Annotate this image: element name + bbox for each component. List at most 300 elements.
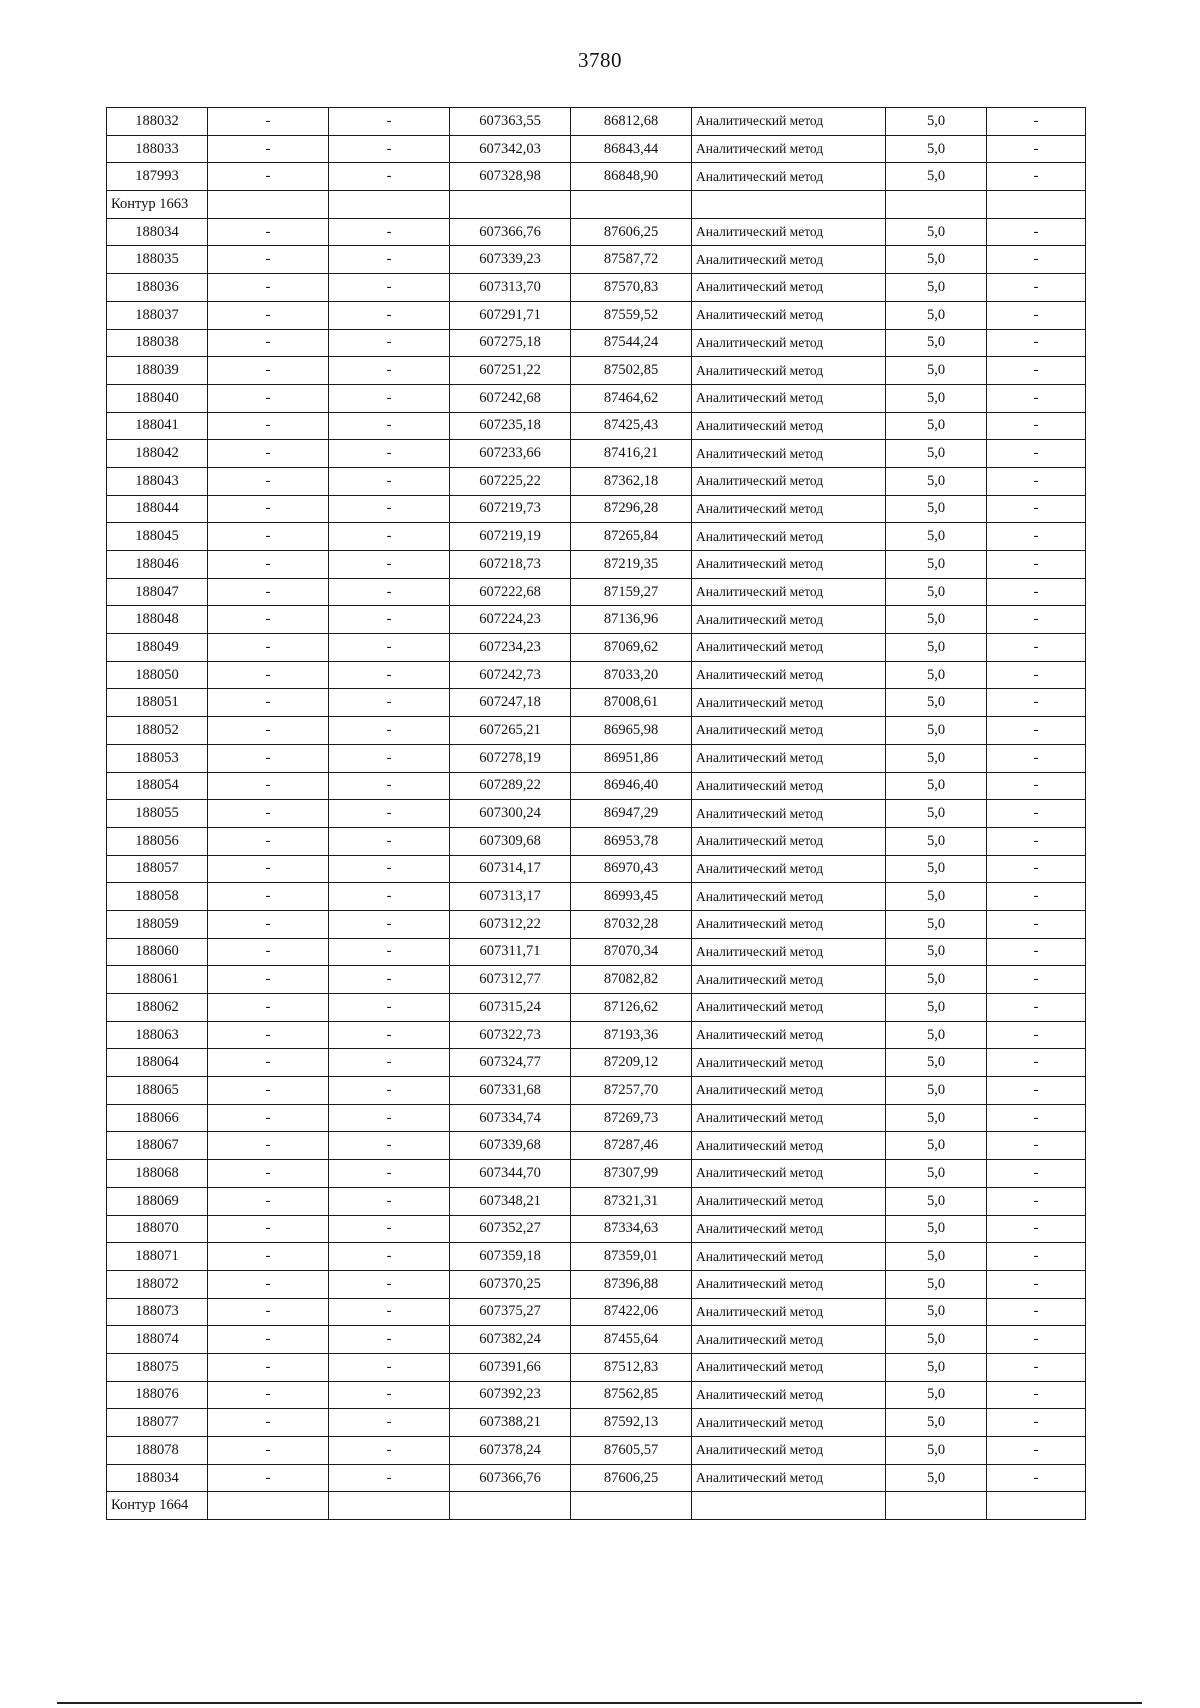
- precision-cell: 5,0: [886, 661, 987, 689]
- x-coordinate-cell: 607265,21: [450, 717, 571, 745]
- dash-cell: -: [329, 772, 450, 800]
- table-row: [107, 661, 1086, 689]
- x-coordinate-cell: 607375,27: [450, 1298, 571, 1326]
- dash-cell: -: [987, 551, 1086, 579]
- empty-cell: [886, 191, 987, 219]
- dash-cell: -: [208, 1298, 329, 1326]
- point-id-cell: 188056: [107, 827, 208, 855]
- precision-cell: 5,0: [886, 1437, 987, 1465]
- y-coordinate-cell: 87126,62: [571, 994, 692, 1022]
- dash-cell: -: [208, 1132, 329, 1160]
- dash-cell: -: [208, 412, 329, 440]
- y-coordinate-cell: 86953,78: [571, 827, 692, 855]
- dash-cell: -: [987, 1381, 1086, 1409]
- dash-cell: -: [329, 800, 450, 828]
- method-cell: Аналитический метод: [692, 827, 886, 855]
- method-cell: Аналитический метод: [692, 1353, 886, 1381]
- y-coordinate-cell: 87307,99: [571, 1160, 692, 1188]
- dash-cell: -: [987, 1021, 1086, 1049]
- x-coordinate-cell: 607300,24: [450, 800, 571, 828]
- dash-cell: -: [987, 1187, 1086, 1215]
- dash-cell: -: [987, 218, 1086, 246]
- dash-cell: -: [208, 661, 329, 689]
- table-row: [107, 135, 1086, 163]
- x-coordinate-cell: 607251,22: [450, 357, 571, 385]
- x-coordinate-cell: 607328,98: [450, 163, 571, 191]
- point-id-cell: 188073: [107, 1298, 208, 1326]
- precision-cell: 5,0: [886, 689, 987, 717]
- table-row: [107, 800, 1086, 828]
- dash-cell: -: [987, 1160, 1086, 1188]
- y-coordinate-cell: 87606,25: [571, 218, 692, 246]
- method-cell: Аналитический метод: [692, 440, 886, 468]
- dash-cell: -: [329, 1298, 450, 1326]
- precision-cell: 5,0: [886, 717, 987, 745]
- x-coordinate-cell: 607235,18: [450, 412, 571, 440]
- y-coordinate-cell: 87008,61: [571, 689, 692, 717]
- method-cell: Аналитический метод: [692, 717, 886, 745]
- method-cell: Аналитический метод: [692, 551, 886, 579]
- dash-cell: -: [329, 329, 450, 357]
- method-cell: Аналитический метод: [692, 523, 886, 551]
- dash-cell: -: [208, 1049, 329, 1077]
- x-coordinate-cell: 607378,24: [450, 1437, 571, 1465]
- point-id-cell: 188058: [107, 883, 208, 911]
- x-coordinate-cell: 607366,76: [450, 218, 571, 246]
- table-row: [107, 301, 1086, 329]
- x-coordinate-cell: 607363,55: [450, 108, 571, 136]
- point-id-cell: 188063: [107, 1021, 208, 1049]
- precision-cell: 5,0: [886, 883, 987, 911]
- y-coordinate-cell: 86993,45: [571, 883, 692, 911]
- dash-cell: -: [208, 910, 329, 938]
- table-row: [107, 1353, 1086, 1381]
- table-row: [107, 412, 1086, 440]
- dash-cell: -: [987, 1077, 1086, 1105]
- dash-cell: -: [208, 1381, 329, 1409]
- point-id-cell: 188075: [107, 1353, 208, 1381]
- x-coordinate-cell: 607382,24: [450, 1326, 571, 1354]
- x-coordinate-cell: 607289,22: [450, 772, 571, 800]
- dash-cell: -: [208, 1326, 329, 1354]
- table-row: [107, 1326, 1086, 1354]
- dash-cell: -: [208, 495, 329, 523]
- precision-cell: 5,0: [886, 1353, 987, 1381]
- dash-cell: -: [208, 1353, 329, 1381]
- precision-cell: 5,0: [886, 1021, 987, 1049]
- y-coordinate-cell: 87193,36: [571, 1021, 692, 1049]
- table-row: [107, 910, 1086, 938]
- dash-cell: -: [329, 246, 450, 274]
- dash-cell: -: [987, 938, 1086, 966]
- precision-cell: 5,0: [886, 744, 987, 772]
- point-id-cell: 188060: [107, 938, 208, 966]
- precision-cell: 5,0: [886, 994, 987, 1022]
- y-coordinate-cell: 87559,52: [571, 301, 692, 329]
- precision-cell: 5,0: [886, 301, 987, 329]
- dash-cell: -: [987, 578, 1086, 606]
- dash-cell: -: [987, 1243, 1086, 1271]
- x-coordinate-cell: 607322,73: [450, 1021, 571, 1049]
- table-row: [107, 1160, 1086, 1188]
- dash-cell: -: [208, 218, 329, 246]
- point-id-cell: 188035: [107, 246, 208, 274]
- precision-cell: 5,0: [886, 163, 987, 191]
- method-cell: Аналитический метод: [692, 495, 886, 523]
- contour-label: Контур 1664: [107, 1492, 208, 1520]
- point-id-cell: 188059: [107, 910, 208, 938]
- y-coordinate-cell: 87587,72: [571, 246, 692, 274]
- dash-cell: -: [208, 1243, 329, 1271]
- dash-cell: -: [208, 689, 329, 717]
- contour-label: Контур 1663: [107, 191, 208, 219]
- y-coordinate-cell: 86843,44: [571, 135, 692, 163]
- method-cell: Аналитический метод: [692, 357, 886, 385]
- point-id-cell: 188076: [107, 1381, 208, 1409]
- y-coordinate-cell: 87265,84: [571, 523, 692, 551]
- empty-cell: [571, 1492, 692, 1520]
- dash-cell: -: [208, 1160, 329, 1188]
- table-row: [107, 357, 1086, 385]
- x-coordinate-cell: 607311,71: [450, 938, 571, 966]
- y-coordinate-cell: 87544,24: [571, 329, 692, 357]
- x-coordinate-cell: 607315,24: [450, 994, 571, 1022]
- point-id-cell: 188042: [107, 440, 208, 468]
- x-coordinate-cell: 607233,66: [450, 440, 571, 468]
- contour-row: [107, 1492, 1086, 1520]
- precision-cell: 5,0: [886, 1243, 987, 1271]
- x-coordinate-cell: 607391,66: [450, 1353, 571, 1381]
- x-coordinate-cell: 607313,17: [450, 883, 571, 911]
- dash-cell: -: [987, 827, 1086, 855]
- precision-cell: 5,0: [886, 274, 987, 302]
- page-number: 3780: [578, 48, 622, 72]
- point-id-cell: 188048: [107, 606, 208, 634]
- table-row: [107, 329, 1086, 357]
- precision-cell: 5,0: [886, 329, 987, 357]
- dash-cell: -: [329, 634, 450, 662]
- x-coordinate-cell: 607225,22: [450, 467, 571, 495]
- table-row: [107, 689, 1086, 717]
- precision-cell: 5,0: [886, 966, 987, 994]
- dash-cell: -: [987, 467, 1086, 495]
- table-row: [107, 578, 1086, 606]
- dash-cell: -: [987, 744, 1086, 772]
- y-coordinate-cell: 86970,43: [571, 855, 692, 883]
- dash-cell: -: [987, 412, 1086, 440]
- method-cell: Аналитический метод: [692, 1132, 886, 1160]
- dash-cell: -: [329, 1049, 450, 1077]
- method-cell: Аналитический метод: [692, 246, 886, 274]
- y-coordinate-cell: 87334,63: [571, 1215, 692, 1243]
- method-cell: Аналитический метод: [692, 994, 886, 1022]
- y-coordinate-cell: 86812,68: [571, 108, 692, 136]
- point-id-cell: 188033: [107, 135, 208, 163]
- method-cell: Аналитический метод: [692, 412, 886, 440]
- dash-cell: -: [208, 1437, 329, 1465]
- table-row: [107, 1409, 1086, 1437]
- point-id-cell: 188066: [107, 1104, 208, 1132]
- dash-cell: -: [208, 246, 329, 274]
- x-coordinate-cell: 607342,03: [450, 135, 571, 163]
- y-coordinate-cell: 87032,28: [571, 910, 692, 938]
- point-id-cell: 188065: [107, 1077, 208, 1105]
- method-cell: Аналитический метод: [692, 1326, 886, 1354]
- dash-cell: -: [208, 744, 329, 772]
- dash-cell: -: [329, 274, 450, 302]
- precision-cell: 5,0: [886, 357, 987, 385]
- point-id-cell: 188047: [107, 578, 208, 606]
- point-id-cell: 188040: [107, 384, 208, 412]
- x-coordinate-cell: 607339,68: [450, 1132, 571, 1160]
- precision-cell: 5,0: [886, 1187, 987, 1215]
- dash-cell: -: [208, 1021, 329, 1049]
- y-coordinate-cell: 87362,18: [571, 467, 692, 495]
- dash-cell: -: [329, 551, 450, 579]
- method-cell: Аналитический метод: [692, 1243, 886, 1271]
- table-row: [107, 1104, 1086, 1132]
- dash-cell: -: [208, 551, 329, 579]
- table-row: [107, 1381, 1086, 1409]
- dash-cell: -: [329, 1132, 450, 1160]
- dash-cell: -: [987, 855, 1086, 883]
- dash-cell: -: [987, 1353, 1086, 1381]
- point-id-cell: 188050: [107, 661, 208, 689]
- dash-cell: -: [987, 246, 1086, 274]
- method-cell: Аналитический метод: [692, 578, 886, 606]
- method-cell: Аналитический метод: [692, 1464, 886, 1492]
- y-coordinate-cell: 87159,27: [571, 578, 692, 606]
- y-coordinate-cell: 87287,46: [571, 1132, 692, 1160]
- table-row: [107, 1049, 1086, 1077]
- dash-cell: -: [329, 357, 450, 385]
- dash-cell: -: [329, 440, 450, 468]
- method-cell: Аналитический метод: [692, 1049, 886, 1077]
- y-coordinate-cell: 87070,34: [571, 938, 692, 966]
- table-row: [107, 440, 1086, 468]
- table-row: [107, 994, 1086, 1022]
- dash-cell: -: [329, 717, 450, 745]
- precision-cell: 5,0: [886, 467, 987, 495]
- x-coordinate-cell: 607334,74: [450, 1104, 571, 1132]
- dash-cell: -: [987, 1409, 1086, 1437]
- point-id-cell: 188043: [107, 467, 208, 495]
- point-id-cell: 188067: [107, 1132, 208, 1160]
- x-coordinate-cell: 607344,70: [450, 1160, 571, 1188]
- dash-cell: -: [329, 108, 450, 136]
- dash-cell: -: [987, 523, 1086, 551]
- dash-cell: -: [329, 744, 450, 772]
- table-row: [107, 246, 1086, 274]
- dash-cell: -: [329, 163, 450, 191]
- method-cell: Аналитический метод: [692, 744, 886, 772]
- dash-cell: -: [208, 1270, 329, 1298]
- dash-cell: -: [987, 301, 1086, 329]
- precision-cell: 5,0: [886, 1270, 987, 1298]
- dash-cell: -: [329, 1243, 450, 1271]
- dash-cell: -: [987, 1270, 1086, 1298]
- dash-cell: -: [329, 1353, 450, 1381]
- x-coordinate-cell: 607313,70: [450, 274, 571, 302]
- empty-cell: [329, 1492, 450, 1520]
- precision-cell: 5,0: [886, 1326, 987, 1354]
- dash-cell: -: [208, 855, 329, 883]
- dash-cell: -: [987, 994, 1086, 1022]
- dash-cell: -: [987, 1104, 1086, 1132]
- y-coordinate-cell: 87069,62: [571, 634, 692, 662]
- y-coordinate-cell: 87502,85: [571, 357, 692, 385]
- method-cell: Аналитический метод: [692, 772, 886, 800]
- dash-cell: -: [987, 163, 1086, 191]
- method-cell: Аналитический метод: [692, 274, 886, 302]
- y-coordinate-cell: 87605,57: [571, 1437, 692, 1465]
- precision-cell: 5,0: [886, 800, 987, 828]
- dash-cell: -: [329, 1077, 450, 1105]
- table-row: [107, 827, 1086, 855]
- method-cell: Аналитический метод: [692, 301, 886, 329]
- dash-cell: -: [329, 689, 450, 717]
- precision-cell: 5,0: [886, 246, 987, 274]
- dash-cell: -: [329, 938, 450, 966]
- table-row: [107, 744, 1086, 772]
- dash-cell: -: [329, 1464, 450, 1492]
- table-row: [107, 938, 1086, 966]
- dash-cell: -: [987, 689, 1086, 717]
- precision-cell: 5,0: [886, 1104, 987, 1132]
- point-id-cell: 188069: [107, 1187, 208, 1215]
- dash-cell: -: [987, 384, 1086, 412]
- table-row: [107, 467, 1086, 495]
- precision-cell: 5,0: [886, 440, 987, 468]
- method-cell: Аналитический метод: [692, 218, 886, 246]
- dash-cell: -: [208, 163, 329, 191]
- dash-cell: -: [987, 135, 1086, 163]
- precision-cell: 5,0: [886, 551, 987, 579]
- precision-cell: 5,0: [886, 135, 987, 163]
- bottom-rule: [57, 1702, 1142, 1704]
- method-cell: Аналитический метод: [692, 634, 886, 662]
- dash-cell: -: [208, 1187, 329, 1215]
- method-cell: Аналитический метод: [692, 1021, 886, 1049]
- empty-cell: [886, 1492, 987, 1520]
- x-coordinate-cell: 607312,22: [450, 910, 571, 938]
- y-coordinate-cell: 86965,98: [571, 717, 692, 745]
- y-coordinate-cell: 87082,82: [571, 966, 692, 994]
- y-coordinate-cell: 87416,21: [571, 440, 692, 468]
- dash-cell: -: [208, 1464, 329, 1492]
- dash-cell: -: [987, 440, 1086, 468]
- dash-cell: -: [329, 1326, 450, 1354]
- table-row: [107, 274, 1086, 302]
- dash-cell: -: [987, 1215, 1086, 1243]
- empty-cell: [692, 1492, 886, 1520]
- y-coordinate-cell: 87219,35: [571, 551, 692, 579]
- dash-cell: -: [987, 661, 1086, 689]
- empty-cell: [208, 191, 329, 219]
- y-coordinate-cell: 87321,31: [571, 1187, 692, 1215]
- method-cell: Аналитический метод: [692, 883, 886, 911]
- dash-cell: -: [208, 1215, 329, 1243]
- point-id-cell: 188049: [107, 634, 208, 662]
- point-id-cell: 188054: [107, 772, 208, 800]
- precision-cell: 5,0: [886, 108, 987, 136]
- precision-cell: 5,0: [886, 1077, 987, 1105]
- y-coordinate-cell: 87512,83: [571, 1353, 692, 1381]
- dash-cell: -: [987, 966, 1086, 994]
- y-coordinate-cell: 87464,62: [571, 384, 692, 412]
- dash-cell: -: [208, 384, 329, 412]
- x-coordinate-cell: 607242,68: [450, 384, 571, 412]
- method-cell: Аналитический метод: [692, 661, 886, 689]
- dash-cell: -: [987, 108, 1086, 136]
- point-id-cell: 188034: [107, 218, 208, 246]
- dash-cell: -: [208, 108, 329, 136]
- precision-cell: 5,0: [886, 1049, 987, 1077]
- method-cell: Аналитический метод: [692, 1187, 886, 1215]
- table-row: [107, 1437, 1086, 1465]
- x-coordinate-cell: 607359,18: [450, 1243, 571, 1271]
- point-id-cell: 188072: [107, 1270, 208, 1298]
- point-id-cell: 188061: [107, 966, 208, 994]
- point-id-cell: 188057: [107, 855, 208, 883]
- table-row: [107, 523, 1086, 551]
- table-body: [107, 108, 1086, 1520]
- dash-cell: -: [208, 606, 329, 634]
- dash-cell: -: [329, 301, 450, 329]
- dash-cell: -: [329, 1104, 450, 1132]
- y-coordinate-cell: 87269,73: [571, 1104, 692, 1132]
- x-coordinate-cell: 607352,27: [450, 1215, 571, 1243]
- precision-cell: 5,0: [886, 578, 987, 606]
- y-coordinate-cell: 86848,90: [571, 163, 692, 191]
- precision-cell: 5,0: [886, 606, 987, 634]
- x-coordinate-cell: 607348,21: [450, 1187, 571, 1215]
- method-cell: Аналитический метод: [692, 384, 886, 412]
- dash-cell: -: [987, 1464, 1086, 1492]
- table-row: [107, 1132, 1086, 1160]
- precision-cell: 5,0: [886, 1381, 987, 1409]
- x-coordinate-cell: 607275,18: [450, 329, 571, 357]
- dash-cell: -: [987, 606, 1086, 634]
- point-id-cell: 188078: [107, 1437, 208, 1465]
- dash-cell: -: [329, 1187, 450, 1215]
- method-cell: Аналитический метод: [692, 800, 886, 828]
- precision-cell: 5,0: [886, 1298, 987, 1326]
- empty-cell: [987, 191, 1086, 219]
- empty-cell: [450, 1492, 571, 1520]
- table-row: [107, 1298, 1086, 1326]
- table-row: [107, 551, 1086, 579]
- point-id-cell: 188064: [107, 1049, 208, 1077]
- point-id-cell: 188045: [107, 523, 208, 551]
- x-coordinate-cell: 607388,21: [450, 1409, 571, 1437]
- y-coordinate-cell: 87425,43: [571, 412, 692, 440]
- dash-cell: -: [987, 883, 1086, 911]
- dash-cell: -: [329, 1021, 450, 1049]
- dash-cell: -: [329, 994, 450, 1022]
- table-row: [107, 855, 1086, 883]
- x-coordinate-cell: 607314,17: [450, 855, 571, 883]
- dash-cell: -: [329, 467, 450, 495]
- dash-cell: -: [987, 357, 1086, 385]
- dash-cell: -: [208, 301, 329, 329]
- method-cell: Аналитический метод: [692, 108, 886, 136]
- y-coordinate-cell: 87606,25: [571, 1464, 692, 1492]
- point-id-cell: 187993: [107, 163, 208, 191]
- y-coordinate-cell: 87209,12: [571, 1049, 692, 1077]
- x-coordinate-cell: 607242,73: [450, 661, 571, 689]
- dash-cell: -: [208, 772, 329, 800]
